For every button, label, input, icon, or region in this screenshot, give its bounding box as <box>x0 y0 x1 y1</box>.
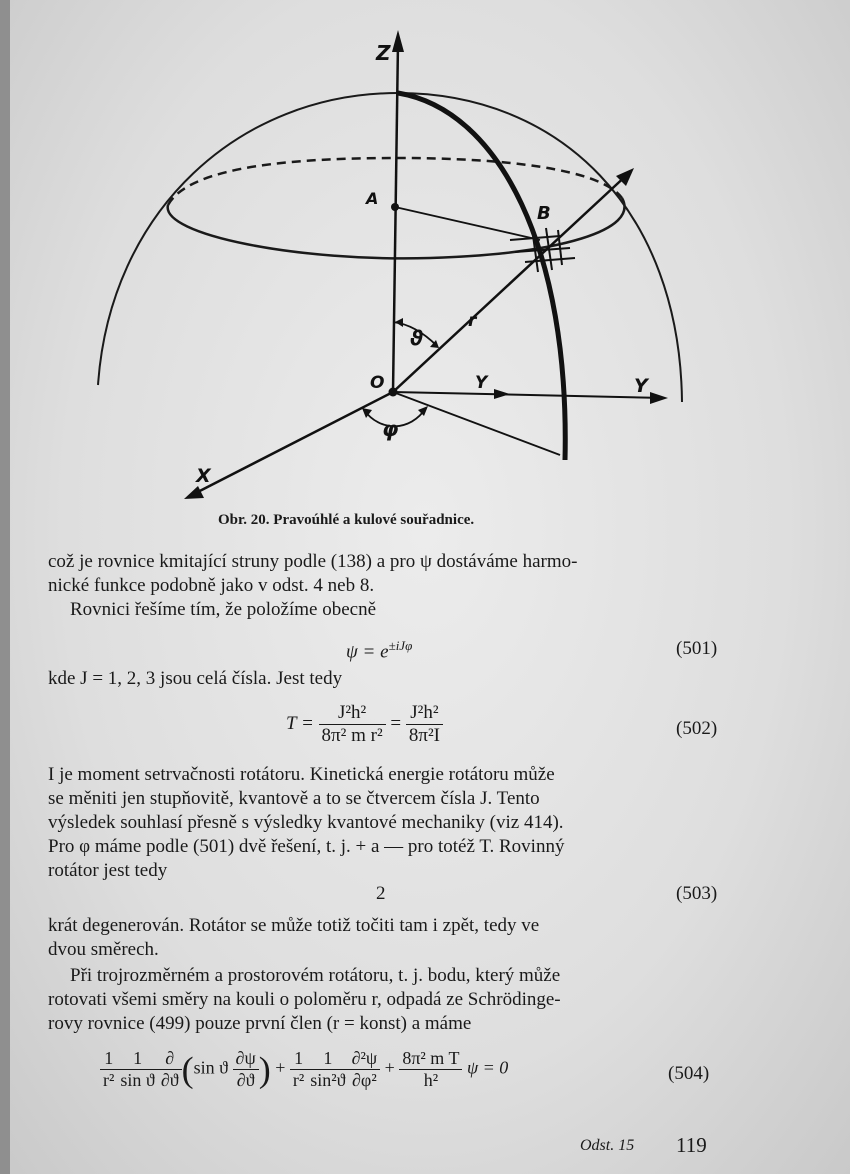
y-inner-arrow <box>494 389 510 399</box>
a-to-b-line <box>395 207 540 240</box>
label-z: Z <box>376 41 391 65</box>
label-o: O <box>370 373 385 393</box>
label-y-inner: Y <box>475 373 488 393</box>
label-a: A <box>366 189 379 208</box>
text-line: se měniti jen stupňovitě, kvantově a to se čtvercem čísla J. Tento <box>48 788 540 809</box>
equation-number-501: (501) <box>676 638 718 659</box>
text-line: kde J = 1, 2, 3 jsou celá čísla. Jest tedy <box>48 668 343 689</box>
x-axis-arrow <box>184 486 204 499</box>
page-number: 119 <box>676 1133 707 1157</box>
footer-section: Odst. 15 <box>580 1137 635 1154</box>
meridian-arc <box>398 93 565 460</box>
label-theta: ϑ <box>410 326 424 350</box>
y-axis-arrow <box>650 392 668 404</box>
text-line: rotovati všemi směry na kouli o poloměru r, odpadá ze Schrödinge- <box>48 989 561 1010</box>
z-axis-arrow <box>392 30 404 52</box>
text-line: výsledek souhlasí přesně s výsledky kvantové mechaniky (viz 414). <box>48 812 564 833</box>
text-line: rovy rovnice (499) pouze první člen (r = konst) a máme <box>48 1013 472 1034</box>
z-axis <box>393 42 398 392</box>
text-line: nické funkce podobně jako v odst. 4 neb 8. <box>48 575 375 596</box>
point-a <box>391 203 399 211</box>
x-axis <box>188 392 393 497</box>
text-line: I je moment setrvačnosti rotátoru. Kinetická energie rotátoru může <box>48 764 555 785</box>
text-line: což je rovnice kmitající struny podle (138) a pro ψ dostáváme harmo- <box>48 551 578 572</box>
text-line: krát degenerován. Rotátor se může totiž točiti tam i zpět, tedy ve <box>48 915 540 936</box>
label-y: Y <box>634 375 648 397</box>
figure-caption: Obr. 20. Pravoúhlé a kulové souřadnice. <box>218 512 475 528</box>
y-axis <box>393 392 665 398</box>
coordinate-figure <box>0 0 850 540</box>
equation-503: 2 <box>376 883 386 904</box>
text-line: dvou směrech. <box>48 939 159 960</box>
origin-point <box>389 388 398 397</box>
equation-number-504: (504) <box>668 1063 710 1084</box>
text-line: Při trojrozměrném a prostorovém rotátoru, t. j. bodu, který může <box>70 965 561 986</box>
projection-line <box>393 392 560 455</box>
equation-501: $\psi = e^{\pm iJ\varphi}$ <box>346 638 413 663</box>
label-phi: φ <box>382 417 399 441</box>
equation-504: $\frac{1}{\text{r²}}$ $\frac{1}{\text{sin ϑ}}$ $\frac{\partial}{\partial ϑ}$ (sin ϑ $\frac{\partial\psi}{\partial ϑ}$ ) + $\frac{1}{\text{r²}}$ $\frac{1}{\text{sin²ϑ}}$ $\frac{\text{∂²ψ}}{\text{∂φ²}}$ + $\frac{\text{8π² m T}}{\text{h²}}$ ψ = 0 <box>100 1048 508 1091</box>
equation-502: T = $\frac{\text{J²h²}}{\text{8π² m r²}}$ = $\frac{\text{J²h²}}{\text{8π²I}}$ <box>286 702 443 747</box>
label-r: r <box>468 311 477 331</box>
text-line: Rovnici řešíme tím, že položíme obecně <box>70 599 377 620</box>
label-x: X <box>196 465 211 487</box>
sphere-outline <box>98 93 682 402</box>
text-line: Pro φ máme podle (501) dvě řešení, t. j. + a — pro totéž T. Rovinný <box>48 836 565 857</box>
text-line: rotátor jest tedy <box>48 860 168 881</box>
equation-number-503: (503) <box>676 883 718 904</box>
equation-number-502: (502) <box>676 718 718 739</box>
radius-vector <box>393 172 630 392</box>
label-b: B <box>537 203 551 224</box>
